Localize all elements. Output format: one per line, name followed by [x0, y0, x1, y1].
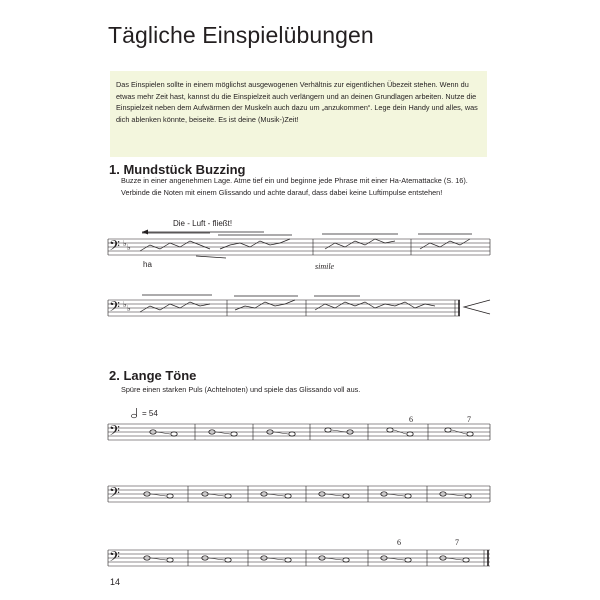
- staff-5: [108, 550, 490, 566]
- fingering-number: 6: [409, 415, 413, 424]
- bass-clef-icon: 𝄢: [109, 238, 120, 258]
- tempo-marking: = 54: [142, 409, 158, 418]
- flat-icon: ♭: [127, 243, 131, 252]
- whole-notes: [144, 428, 473, 562]
- flat-icon: ♭: [123, 239, 127, 248]
- flat-icon: ♭: [127, 304, 131, 313]
- staff-3: [108, 424, 490, 440]
- bass-clef-icon: 𝄢: [109, 549, 120, 569]
- simile-text: simile: [315, 262, 335, 271]
- half-note-icon: [131, 408, 136, 418]
- section-heading-long-tones: 2. Lange Töne: [109, 368, 197, 383]
- staff-4: [108, 486, 490, 502]
- intro-text: Das Einspielen sollte in einem möglichst ausgewogenen Verhältnis zur eigentlichen Übezeit stehen. Wenn du etwas mehr Zeit hast, kannst du die Einspielzeit auch verlängern und an deinen Grundlagen arbeiten. Nutze die Einspielzeit neben dem Aufwärmen der Muskeln auch dazu um „anzukommen“. Lege dein Handy und alles, was dich ablenken könnte, beiseite. Es ist deine (Musik-)Zeit!: [116, 80, 478, 124]
- bass-clef-icon: 𝄢: [109, 423, 120, 443]
- glissando-lines: [151, 430, 466, 560]
- page-number: 14: [110, 577, 121, 587]
- lyric-text: Die - Luft - fließt!: [173, 219, 233, 228]
- fingering-number: 7: [455, 538, 459, 547]
- bass-clef-icon: 𝄢: [109, 299, 120, 319]
- fingering-number: 6: [397, 538, 401, 547]
- bass-clef-icon: 𝄢: [109, 485, 120, 505]
- instruction-text: Spüre einen starken Puls (Achtelnoten) und spiele das Glissando voll aus.: [121, 385, 361, 394]
- instruction-text: Buzze in einer angenehmen Lage. Atme tief ein und beginne jede Phrase mit einer Ha-Atemattacke (S. 16). Verbinde die Noten mit einem Glissando und achte darauf, dass dabei keine Luftimpulse entstehen!: [121, 176, 468, 197]
- flat-icon: ♭: [123, 300, 127, 309]
- section-heading-buzzing: 1. Mundstück Buzzing: [109, 162, 246, 177]
- syllable-text: ha: [143, 260, 152, 269]
- page-title: Tägliche Einspielübungen: [108, 22, 374, 48]
- fingering-number: 7: [467, 415, 471, 424]
